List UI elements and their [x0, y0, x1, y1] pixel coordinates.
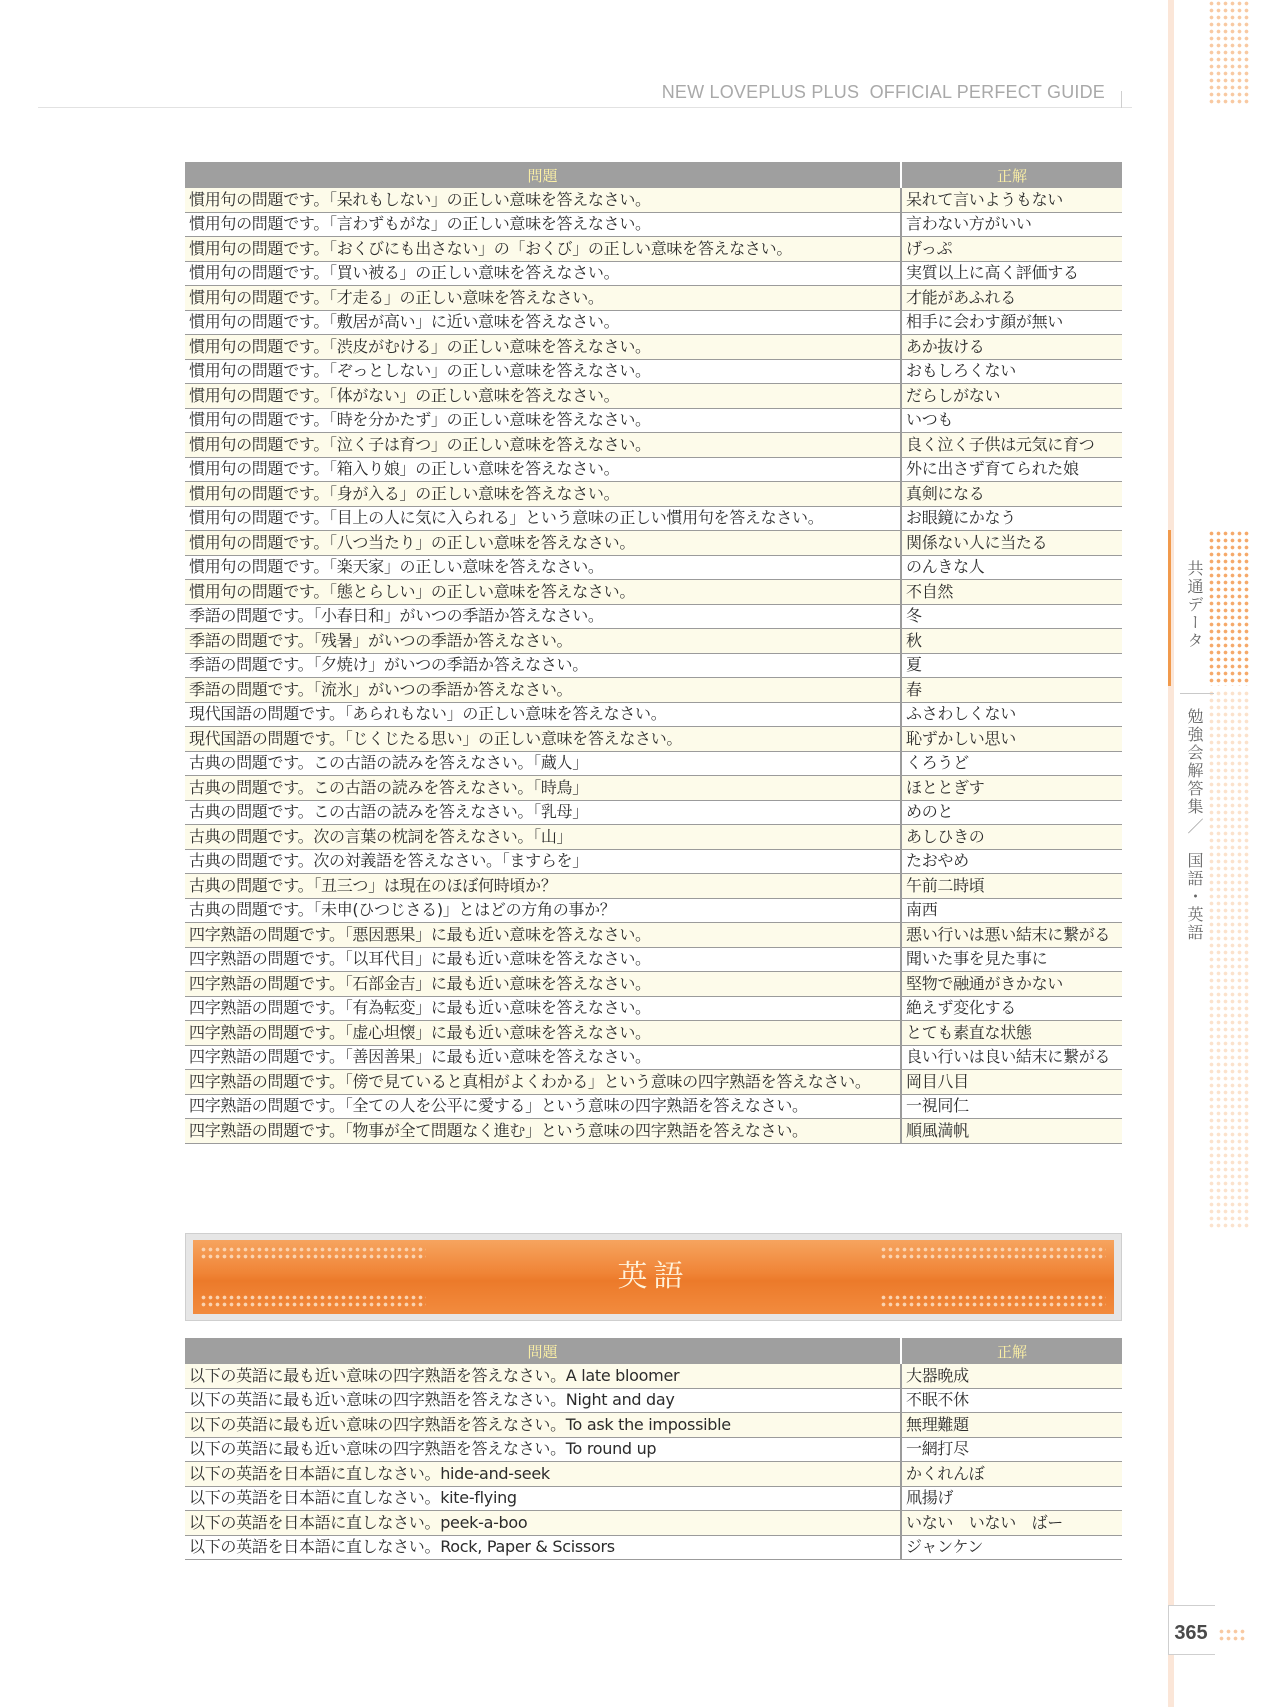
- table-row: [185, 1094, 1122, 1119]
- table-row: [185, 1511, 1122, 1536]
- table-row: [185, 996, 1122, 1021]
- question-cell: 慣用句の問題です。「言わずもがな」の正しい意味を答えなさい。: [185, 212, 901, 237]
- answer-cell: 秋: [901, 629, 1122, 654]
- question-cell: 四字熟語の問題です。「以耳代目」に最も近い意味を答えなさい。: [185, 947, 901, 972]
- question-cell: 慣用句の問題です。「目上の人に気に入られる」という意味の正しい慣用句を答えなさい。: [185, 506, 901, 531]
- table-row: [185, 408, 1122, 433]
- answer-cell: たおやめ: [901, 849, 1122, 874]
- table-row: [185, 923, 1122, 948]
- answer-cell: 無理難題: [901, 1413, 1122, 1438]
- table-row: [185, 800, 1122, 825]
- question-cell: 以下の英語を日本語に直しなさい。Rock, Paper & Scissors: [185, 1535, 901, 1560]
- answer-cell: 良く泣く子供は元気に育つ: [901, 433, 1122, 458]
- question-cell: 慣用句の問題です。「楽天家」の正しい意味を答えなさい。: [185, 555, 901, 580]
- english-answers-table: [185, 1338, 1122, 1560]
- index-section-label: 共通データ: [1185, 560, 1204, 650]
- answer-cell: 大器晩成: [901, 1364, 1122, 1388]
- question-cell: 四字熟語の問題です。「虚心坦懐」に最も近い意味を答えなさい。: [185, 1021, 901, 1046]
- question-cell: 慣用句の問題です。「八つ当たり」の正しい意味を答えなさい。: [185, 531, 901, 556]
- answer-cell: 外に出さず育てられた娘: [901, 457, 1122, 482]
- table-row: [185, 702, 1122, 727]
- table-row: [185, 1021, 1122, 1046]
- question-cell: 四字熟語の問題です。「石部金吉」に最も近い意味を答えなさい。: [185, 972, 901, 997]
- table-row: [185, 531, 1122, 556]
- answer-cell: げっぷ: [901, 237, 1122, 262]
- answer-cell: 不眠不休: [901, 1388, 1122, 1413]
- question-cell: 慣用句の問題です。「おくびにも出さない」の「おくび」の正しい意味を答えなさい。: [185, 237, 901, 262]
- answer-cell: かくれんぼ: [901, 1462, 1122, 1487]
- question-cell: 慣用句の問題です。「敷居が高い」に近い意味を答えなさい。: [185, 310, 901, 335]
- answer-cell: あか抜ける: [901, 335, 1122, 360]
- question-cell: 慣用句の問題です。「時を分かたず」の正しい意味を答えなさい。: [185, 408, 901, 433]
- answer-cell: 堅物で融通がきかない: [901, 972, 1122, 997]
- table-row: [185, 580, 1122, 605]
- section-title-english: 英語: [617, 1259, 690, 1294]
- answer-cell: くろうど: [901, 751, 1122, 776]
- table-row: [185, 457, 1122, 482]
- question-cell: 以下の英語を日本語に直しなさい。kite-flying: [185, 1486, 901, 1511]
- question-cell: 季語の問題です。「小春日和」がいつの季語か答えなさい。: [185, 604, 901, 629]
- question-cell: 季語の問題です。「残暑」がいつの季語か答えなさい。: [185, 629, 901, 654]
- question-cell: 古典の問題です。「未申(ひつじさる)」とはどの方角の事か？: [185, 898, 901, 923]
- header-tick: [1121, 91, 1122, 108]
- table-row: [185, 629, 1122, 654]
- answer-cell: いない いない ばー: [901, 1511, 1122, 1536]
- table-row: [185, 286, 1122, 311]
- question-cell: 以下の英語を日本語に直しなさい。peek-a-boo: [185, 1511, 901, 1536]
- table-row: [185, 1045, 1122, 1070]
- question-cell: 以下の英語に最も近い意味の四字熟語を答えなさい。To ask the impossible: [185, 1413, 901, 1438]
- question-cell: 季語の問題です。「流氷」がいつの季語か答えなさい。: [185, 678, 901, 703]
- question-cell: 四字熟語の問題です。「有為転変」に最も近い意味を答えなさい。: [185, 996, 901, 1021]
- answer-cell: 聞いた事を見た事に: [901, 947, 1122, 972]
- question-cell: 現代国語の問題です。「じくじたる思い」の正しい意味を答えなさい。: [185, 727, 901, 752]
- table-row: [185, 849, 1122, 874]
- column-header-question: 問題: [185, 1338, 901, 1364]
- table-row: [185, 384, 1122, 409]
- answer-cell: だらしがない: [901, 384, 1122, 409]
- question-cell: 古典の問題です。次の対義語を答えなさい。「ますらを」: [185, 849, 901, 874]
- table-row: [185, 1119, 1122, 1144]
- question-cell: 古典の問題です。「丑三つ」は現在のほぼ何時頃か？: [185, 874, 901, 899]
- column-header-question: 問題: [185, 162, 901, 188]
- answer-cell: 岡目八目: [901, 1070, 1122, 1095]
- table-row: [185, 1388, 1122, 1413]
- answer-cell: 良い行いは良い結末に繋がる: [901, 1045, 1122, 1070]
- table-row: [185, 825, 1122, 850]
- answer-cell: 相手に会わす顔が無い: [901, 310, 1122, 335]
- table-row: [185, 653, 1122, 678]
- answer-cell: 真剣になる: [901, 482, 1122, 507]
- table-row: [185, 359, 1122, 384]
- answer-cell: あしひきの: [901, 825, 1122, 850]
- decorative-dots-page: [1218, 1628, 1246, 1642]
- question-cell: 以下の英語を日本語に直しなさい。hide-and-seek: [185, 1462, 901, 1487]
- index-topic-label: 国語・英語: [1185, 852, 1204, 942]
- question-cell: 慣用句の問題です。「買い被る」の正しい意味を答えなさい。: [185, 261, 901, 286]
- table-row: [185, 727, 1122, 752]
- answer-cell: 一視同仁: [901, 1094, 1122, 1119]
- question-cell: 以下の英語に最も近い意味の四字熟語を答えなさい。To round up: [185, 1437, 901, 1462]
- answer-cell: とても素直な状態: [901, 1021, 1122, 1046]
- table-row: [185, 947, 1122, 972]
- question-cell: 古典の問題です。次の言葉の枕詞を答えなさい。「山」: [185, 825, 901, 850]
- decorative-dots-top: [1208, 0, 1250, 104]
- table-row: [185, 1364, 1122, 1388]
- table-row: [185, 776, 1122, 801]
- answer-cell: 実質以上に高く評価する: [901, 261, 1122, 286]
- answer-cell: 不自然: [901, 580, 1122, 605]
- table-row: [185, 212, 1122, 237]
- question-cell: 以下の英語に最も近い意味の四字熟語を答えなさい。Night and day: [185, 1388, 901, 1413]
- table-row: [185, 1462, 1122, 1487]
- answer-cell: 凧揚げ: [901, 1486, 1122, 1511]
- column-header-answer: 正解: [901, 162, 1122, 188]
- decorative-dots-lower: [1208, 690, 1250, 1230]
- answer-cell: 絶えず変化する: [901, 996, 1122, 1021]
- answer-cell: 夏: [901, 653, 1122, 678]
- table-row: [185, 310, 1122, 335]
- table-row: [185, 188, 1122, 212]
- decorative-dots-active: [1208, 530, 1250, 686]
- question-cell: 以下の英語に最も近い意味の四字熟語を答えなさい。A late bloomer: [185, 1364, 901, 1388]
- table-row: [185, 335, 1122, 360]
- table-row: [185, 1070, 1122, 1095]
- answer-cell: 春: [901, 678, 1122, 703]
- answer-cell: 呆れて言いようもない: [901, 188, 1122, 212]
- table-row: [185, 261, 1122, 286]
- answer-cell: 午前二時頃: [901, 874, 1122, 899]
- question-cell: 古典の問題です。この古語の読みを答えなさい。「乳母」: [185, 800, 901, 825]
- question-cell: 慣用句の問題です。「身が入る」の正しい意味を答えなさい。: [185, 482, 901, 507]
- active-section-bar: [1168, 530, 1171, 686]
- question-cell: 慣用句の問題です。「泣く子は育つ」の正しい意味を答えなさい。: [185, 433, 901, 458]
- question-cell: 四字熟語の問題です。「物事が全て問題なく進む」という意味の四字熟語を答えなさい。: [185, 1119, 901, 1144]
- header-divider: [38, 107, 1132, 108]
- table-row: [185, 237, 1122, 262]
- table-row: [185, 482, 1122, 507]
- answer-cell: 才能があふれる: [901, 286, 1122, 311]
- question-cell: 四字熟語の問題です。「善因善果」に最も近い意味を答えなさい。: [185, 1045, 901, 1070]
- question-cell: 慣用句の問題です。「呆れもしない」の正しい意味を答えなさい。: [185, 188, 901, 212]
- question-cell: 四字熟語の問題です。「全ての人を公平に愛する」という意味の四字熟語を答えなさい。: [185, 1094, 901, 1119]
- japanese-answers-table: [185, 162, 1122, 1144]
- question-cell: 慣用句の問題です。「体がない」の正しい意味を答えなさい。: [185, 384, 901, 409]
- table-row: [185, 604, 1122, 629]
- answer-cell: お眼鏡にかなう: [901, 506, 1122, 531]
- answer-cell: めのと: [901, 800, 1122, 825]
- running-header-title: NEW LOVEPLUS PLUS OFFICIAL PERFECT GUIDE: [661, 82, 1105, 102]
- answer-cell: 言わない方がいい: [901, 212, 1122, 237]
- table-row: [185, 506, 1122, 531]
- answer-cell: 冬: [901, 604, 1122, 629]
- table-row: [185, 874, 1122, 899]
- answer-cell: 悪い行いは悪い結末に繋がる: [901, 923, 1122, 948]
- table-row: [185, 555, 1122, 580]
- answer-cell: 順風満帆: [901, 1119, 1122, 1144]
- table-row: [185, 972, 1122, 997]
- table-row: [185, 678, 1122, 703]
- answer-cell: ジャンケン: [901, 1535, 1122, 1560]
- answer-cell: おもしろくない: [901, 359, 1122, 384]
- answer-cell: 南西: [901, 898, 1122, 923]
- question-cell: 古典の問題です。この古語の読みを答えなさい。「蔵人」: [185, 751, 901, 776]
- answer-cell: ほととぎす: [901, 776, 1122, 801]
- page-number: 365: [1174, 1622, 1208, 1644]
- question-cell: 現代国語の問題です。「あられもない」の正しい意味を答えなさい。: [185, 702, 901, 727]
- question-cell: 慣用句の問題です。「箱入り娘」の正しい意味を答えなさい。: [185, 457, 901, 482]
- table-row: [185, 751, 1122, 776]
- answer-cell: のんきな人: [901, 555, 1122, 580]
- question-cell: 慣用句の問題です。「才走る」の正しい意味を答えなさい。: [185, 286, 901, 311]
- answer-cell: 関係ない人に当たる: [901, 531, 1122, 556]
- question-cell: 慣用句の問題です。「渋皮がむける」の正しい意味を答えなさい。: [185, 335, 901, 360]
- table-row: [185, 1413, 1122, 1438]
- column-header-answer: 正解: [901, 1338, 1122, 1364]
- question-cell: 古典の問題です。この古語の読みを答えなさい。「時鳥」: [185, 776, 901, 801]
- question-cell: 慣用句の問題です。「態とらしい」の正しい意味を答えなさい。: [185, 580, 901, 605]
- index-divider-slash: ／: [1185, 818, 1204, 836]
- table-row: [185, 898, 1122, 923]
- table-row: [185, 433, 1122, 458]
- question-cell: 四字熟語の問題です。「傍で見ていると真相がよくわかる」という意味の四字熟語を答えなさい。: [185, 1070, 901, 1095]
- answer-cell: 一網打尽: [901, 1437, 1122, 1462]
- answer-cell: いつも: [901, 408, 1122, 433]
- question-cell: 慣用句の問題です。「ぞっとしない」の正しい意味を答えなさい。: [185, 359, 901, 384]
- index-subsection-label: 勉強会解答集: [1185, 708, 1204, 816]
- table-row: [185, 1437, 1122, 1462]
- table-row: [185, 1535, 1122, 1560]
- index-separator: [1180, 693, 1214, 694]
- answer-cell: ふさわしくない: [901, 702, 1122, 727]
- answer-cell: 恥ずかしい思い: [901, 727, 1122, 752]
- index-strip-band: [1168, 0, 1174, 1707]
- table-row: [185, 1486, 1122, 1511]
- question-cell: 季語の問題です。「夕焼け」がいつの季語か答えなさい。: [185, 653, 901, 678]
- question-cell: 四字熟語の問題です。「悪因悪果」に最も近い意味を答えなさい。: [185, 923, 901, 948]
